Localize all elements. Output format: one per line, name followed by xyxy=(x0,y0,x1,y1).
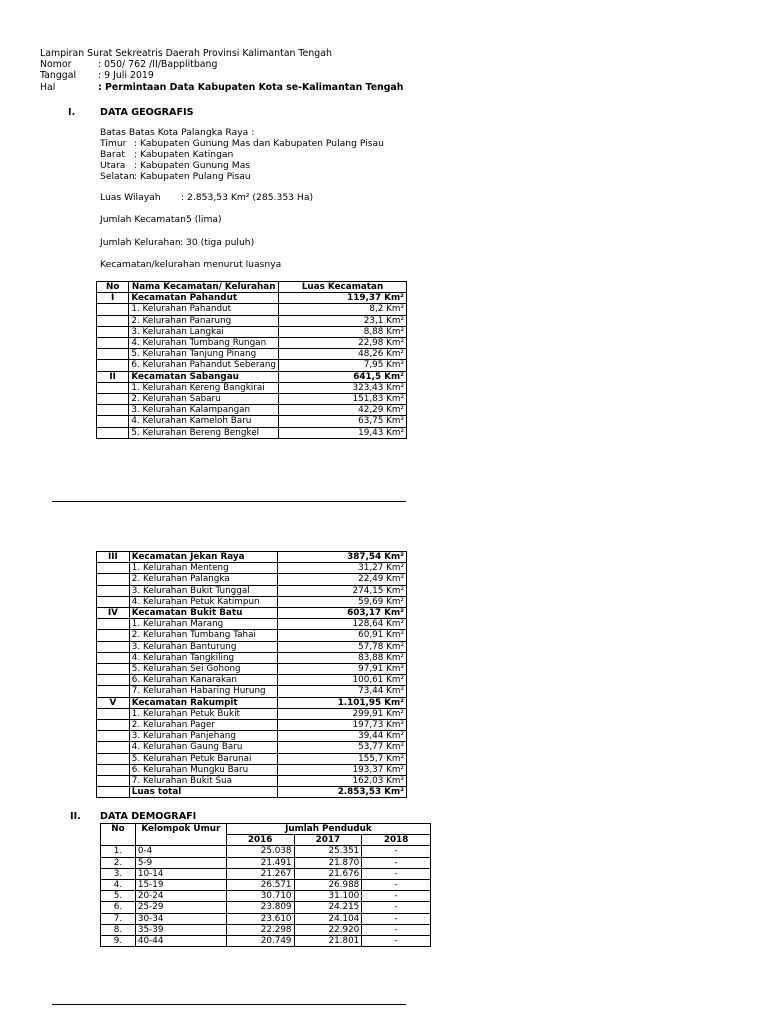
header-label: Tanggal xyxy=(40,70,77,82)
row-number: III xyxy=(97,552,130,563)
area-value: 60,91 Km² xyxy=(277,630,406,641)
header-title: Lampiran Surat Sekreatris Daerah Provinsi Kalimantan Tengah xyxy=(40,48,332,59)
row-number: 7. xyxy=(101,913,136,924)
row-number xyxy=(97,731,130,742)
column-header-year: 2018 xyxy=(362,835,431,846)
age-group: 25-29 xyxy=(135,902,226,913)
population-2016: 22.298 xyxy=(226,924,294,935)
area-name: 6. Kelurahan Pahandut Seberang xyxy=(129,360,279,371)
row-number xyxy=(97,742,130,753)
table-row xyxy=(101,924,431,935)
area-value: 387,54 Km² xyxy=(277,552,406,563)
population-2017: 21.801 xyxy=(294,936,362,947)
area-value: 73,44 Km² xyxy=(277,686,406,697)
section-number: II. xyxy=(70,811,81,822)
row-number xyxy=(97,630,130,641)
area-name: 1. Kelurahan Marang xyxy=(129,619,277,630)
table-header-row xyxy=(101,824,431,835)
population-2017: 22.920 xyxy=(294,924,362,935)
row-number xyxy=(97,720,130,731)
population-2017: 21.870 xyxy=(294,857,362,868)
population-2016: 21.491 xyxy=(226,857,294,868)
area-value: 299,91 Km² xyxy=(277,708,406,719)
population-2017: 25.351 xyxy=(294,846,362,857)
population-2017: 24.104 xyxy=(294,913,362,924)
population-2018: - xyxy=(362,868,431,879)
kelurahan-row xyxy=(97,349,407,360)
header-value: : 050/ 762 /II/Bapplitbang xyxy=(98,59,218,71)
header-row-nomor xyxy=(40,59,403,70)
kelurahan-row xyxy=(97,753,407,764)
header-value: : Permintaan Data Kabupaten Kota se-Kalimantan Tengah xyxy=(98,81,404,93)
area-name: 1. Kelurahan Pahandut xyxy=(129,304,279,315)
area-value: 19,43 Km² xyxy=(279,427,407,438)
population-2018: - xyxy=(362,880,431,891)
row-number xyxy=(97,349,129,360)
area-value: 151,83 Km² xyxy=(279,394,407,405)
row-number: 6. xyxy=(101,902,136,913)
row-number: IV xyxy=(97,608,130,619)
jumlah-kelurahan-value: : 30 (tiga puluh) xyxy=(180,237,255,248)
row-number xyxy=(97,708,130,719)
batas-row xyxy=(100,149,384,160)
row-number xyxy=(97,664,130,675)
area-name: 3. Kelurahan Kalampangan xyxy=(129,405,279,416)
batas-label: Selatan xyxy=(100,171,135,182)
population-2016: 20.749 xyxy=(226,936,294,947)
kelurahan-row xyxy=(97,664,407,675)
area-value: 53,77 Km² xyxy=(277,742,406,753)
letter-header xyxy=(40,48,403,93)
area-name: 2. Kelurahan Sabaru xyxy=(129,394,279,405)
header-row-tanggal xyxy=(40,70,403,81)
kelurahan-row xyxy=(97,338,407,349)
row-number: 1. xyxy=(101,846,136,857)
age-group: 35-39 xyxy=(135,924,226,935)
area-value: 8,2 Km² xyxy=(279,304,407,315)
column-header-population: Jumlah Penduduk xyxy=(226,824,430,835)
population-2016: 21.267 xyxy=(226,868,294,879)
row-number: V xyxy=(97,697,130,708)
kelurahan-row xyxy=(97,708,407,719)
table-row xyxy=(101,936,431,947)
kelurahan-row xyxy=(97,686,407,697)
row-number xyxy=(97,764,130,775)
table-row xyxy=(101,846,431,857)
kelurahan-row xyxy=(97,585,407,596)
batas-label: Utara xyxy=(100,160,126,171)
luas-wilayah-label: Luas Wilayah xyxy=(100,192,161,203)
area-value: 39,44 Km² xyxy=(277,731,406,742)
row-number: 2. xyxy=(101,857,136,868)
area-name: 6. Kelurahan Kanarakan xyxy=(129,675,277,686)
batas-label: Barat xyxy=(100,149,125,160)
kelurahan-row xyxy=(97,675,407,686)
row-number xyxy=(97,338,129,349)
area-value: 197,73 Km² xyxy=(277,720,406,731)
area-name: 1. Kelurahan Petuk Bukit xyxy=(129,708,277,719)
row-number xyxy=(97,382,129,393)
area-name: 3. Kelurahan Langkai xyxy=(129,326,279,337)
area-value: 100,61 Km² xyxy=(277,675,406,686)
area-name: 5. Kelurahan Bereng Bengkel xyxy=(129,427,279,438)
age-group: 0-4 xyxy=(135,846,226,857)
page-divider xyxy=(52,501,406,502)
area-name: 1. Kelurahan Kereng Bangkirai xyxy=(129,382,279,393)
row-number xyxy=(97,394,129,405)
population-2016: 30.710 xyxy=(226,891,294,902)
row-number xyxy=(97,619,130,630)
table-row xyxy=(101,902,431,913)
area-name: Kecamatan Rakumpit xyxy=(129,697,277,708)
batas-title: Batas Batas Kota Palangka Raya : xyxy=(100,127,255,138)
column-header-year: 2016 xyxy=(226,835,294,846)
population-2016: 23.610 xyxy=(226,913,294,924)
section-number: I. xyxy=(68,107,76,118)
column-header-no: No xyxy=(97,282,129,293)
area-name: 7. Kelurahan Bukit Sua xyxy=(129,776,277,787)
kecamatan-area-table-continued xyxy=(96,551,407,798)
age-group: 30-34 xyxy=(135,913,226,924)
table-row xyxy=(101,891,431,902)
area-name: 7. Kelurahan Habaring Hurung xyxy=(129,686,277,697)
area-name: 4. Kelurahan Kameloh Baru xyxy=(129,416,279,427)
batas-block xyxy=(100,127,384,182)
area-value: 162,03 Km² xyxy=(277,776,406,787)
table-row xyxy=(101,880,431,891)
population-table xyxy=(100,823,431,947)
population-2018: - xyxy=(362,913,431,924)
table-caption: Kecamatan/kelurahan menurut luasnya xyxy=(100,259,282,270)
kelurahan-row xyxy=(97,574,407,585)
area-name: 3. Kelurahan Bukit Tunggal xyxy=(129,585,277,596)
kelurahan-row xyxy=(97,731,407,742)
batas-row xyxy=(100,171,384,182)
area-name: 5. Kelurahan Petuk Barunai xyxy=(129,753,277,764)
luas-wilayah-value: : 2.853,53 Km² (285.353 Ha) xyxy=(181,192,314,203)
table-header-row xyxy=(97,282,407,293)
row-number xyxy=(97,652,130,663)
row-number: 5. xyxy=(101,891,136,902)
population-2018: - xyxy=(362,924,431,935)
section-title: DATA DEMOGRAFI xyxy=(100,811,197,822)
row-number: 8. xyxy=(101,924,136,935)
age-group: 40-44 xyxy=(135,936,226,947)
section-title: DATA GEOGRAFIS xyxy=(100,107,194,118)
column-header-name: Nama Kecamatan/ Kelurahan xyxy=(129,282,279,293)
header-value: : 9 Juli 2019 xyxy=(98,70,154,82)
area-name: 2. Kelurahan Tumbang Tahai xyxy=(129,630,277,641)
table-row xyxy=(101,913,431,924)
batas-value: : Kabupaten Pulang Pisau xyxy=(134,171,251,182)
row-number xyxy=(97,776,130,787)
area-value: 323,43 Km² xyxy=(279,382,407,393)
age-group: 10-14 xyxy=(135,868,226,879)
area-value: 119,37 Km² xyxy=(279,293,407,304)
population-2018: - xyxy=(362,936,431,947)
kecamatan-row xyxy=(97,787,407,798)
area-name: 4. Kelurahan Tumbang Rungan xyxy=(129,338,279,349)
row-number xyxy=(97,574,130,585)
kelurahan-row xyxy=(97,326,407,337)
area-name: 4. Kelurahan Tangkiling xyxy=(129,652,277,663)
area-name: Luas total xyxy=(129,787,277,798)
area-value: 128,64 Km² xyxy=(277,619,406,630)
area-value: 57,78 Km² xyxy=(277,641,406,652)
kelurahan-row xyxy=(97,315,407,326)
kelurahan-row xyxy=(97,619,407,630)
kecamatan-row xyxy=(97,552,407,563)
area-name: 2. Kelurahan Pager xyxy=(129,720,277,731)
row-number xyxy=(97,315,129,326)
area-value: 59,69 Km² xyxy=(277,596,406,607)
row-number xyxy=(97,563,130,574)
column-header-no: No xyxy=(101,824,136,846)
kelurahan-row xyxy=(97,427,407,438)
area-name: Kecamatan Jekan Raya xyxy=(129,552,277,563)
row-number xyxy=(97,326,129,337)
kelurahan-row xyxy=(97,405,407,416)
table-row xyxy=(101,868,431,879)
row-number xyxy=(97,753,130,764)
area-value: 22,49 Km² xyxy=(277,574,406,585)
kelurahan-row xyxy=(97,776,407,787)
header-row-hal xyxy=(40,82,403,93)
area-value: 63,75 Km² xyxy=(279,416,407,427)
population-2018: - xyxy=(362,891,431,902)
area-value: 22,98 Km² xyxy=(279,338,407,349)
jumlah-kelurahan-label: Jumlah Kelurahan xyxy=(100,237,181,248)
row-number xyxy=(97,675,130,686)
row-number xyxy=(97,360,129,371)
kelurahan-row xyxy=(97,630,407,641)
area-name: Kecamatan Bukit Batu xyxy=(129,608,277,619)
population-2018: - xyxy=(362,902,431,913)
kecamatan-area-table xyxy=(96,281,407,439)
kecamatan-row xyxy=(97,608,407,619)
area-name: 4. Kelurahan Gaung Baru xyxy=(129,742,277,753)
age-group: 5-9 xyxy=(135,857,226,868)
population-2017: 31.100 xyxy=(294,891,362,902)
row-number xyxy=(97,596,130,607)
area-value: 8,88 Km² xyxy=(279,326,407,337)
jumlah-kecamatan-label: Jumlah Kecamatan xyxy=(100,214,186,225)
kelurahan-row xyxy=(97,382,407,393)
area-value: 1.101,95 Km² xyxy=(277,697,406,708)
area-name: 5. Kelurahan Tanjung Pinang xyxy=(129,349,279,360)
kelurahan-row xyxy=(97,596,407,607)
area-value: 603,17 Km² xyxy=(277,608,406,619)
jumlah-kecamatan-value: : 5 (lima) xyxy=(180,214,222,225)
area-name: 3. Kelurahan Panjehang xyxy=(129,731,277,742)
population-2017: 26.988 xyxy=(294,880,362,891)
kecamatan-row xyxy=(97,293,407,304)
header-label: Nomor xyxy=(40,59,72,71)
area-value: 83,88 Km² xyxy=(277,652,406,663)
area-name: 4. Kelurahan Petuk Katimpun xyxy=(129,596,277,607)
population-2017: 24.215 xyxy=(294,902,362,913)
area-value: 274,15 Km² xyxy=(277,585,406,596)
kelurahan-row xyxy=(97,641,407,652)
area-name: 2. Kelurahan Palangka xyxy=(129,574,277,585)
population-2017: 21.676 xyxy=(294,868,362,879)
population-2016: 25.038 xyxy=(226,846,294,857)
area-name: 5. Kelurahan Sei Gohong xyxy=(129,664,277,675)
kelurahan-row xyxy=(97,764,407,775)
area-value: 641,5 Km² xyxy=(279,371,407,382)
area-value: 31,27 Km² xyxy=(277,563,406,574)
batas-value: : Kabupaten Katingan xyxy=(134,149,234,160)
area-value: 97,91 Km² xyxy=(277,664,406,675)
kelurahan-row xyxy=(97,304,407,315)
batas-label: Timur xyxy=(100,138,127,149)
kecamatan-row xyxy=(97,371,407,382)
batas-row xyxy=(100,160,384,171)
column-header-year: 2017 xyxy=(294,835,362,846)
column-header-area: Luas Kecamatan xyxy=(279,282,407,293)
row-number xyxy=(97,416,129,427)
age-group: 20-24 xyxy=(135,891,226,902)
area-value: 48,26 Km² xyxy=(279,349,407,360)
area-name: Kecamatan Sabangau xyxy=(129,371,279,382)
kelurahan-row xyxy=(97,416,407,427)
row-number xyxy=(97,405,129,416)
batas-value: : Kabupaten Gunung Mas dan Kabupaten Pulang Pisau xyxy=(134,138,384,149)
kelurahan-row xyxy=(97,563,407,574)
area-value: 7,95 Km² xyxy=(279,360,407,371)
page-divider xyxy=(52,1004,406,1005)
age-group: 15-19 xyxy=(135,880,226,891)
row-number: 3. xyxy=(101,868,136,879)
area-name: 2. Kelurahan Panarung xyxy=(129,315,279,326)
population-2016: 26.571 xyxy=(226,880,294,891)
kelurahan-row xyxy=(97,742,407,753)
area-value: 155,7 Km² xyxy=(277,753,406,764)
area-value: 2.853,53 Km² xyxy=(277,787,406,798)
area-value: 23,1 Km² xyxy=(279,315,407,326)
batas-value: : Kabupaten Gunung Mas xyxy=(134,160,251,171)
row-number: II xyxy=(97,371,129,382)
row-number xyxy=(97,585,130,596)
area-value: 193,37 Km² xyxy=(277,764,406,775)
row-number xyxy=(97,641,130,652)
kelurahan-row xyxy=(97,360,407,371)
kelurahan-row xyxy=(97,720,407,731)
population-2016: 23.809 xyxy=(226,902,294,913)
row-number: 4. xyxy=(101,880,136,891)
area-name: 6. Kelurahan Mungku Baru xyxy=(129,764,277,775)
kelurahan-row xyxy=(97,652,407,663)
population-2018: - xyxy=(362,857,431,868)
area-name: 3. Kelurahan Banturung xyxy=(129,641,277,652)
population-2018: - xyxy=(362,846,431,857)
table-row xyxy=(101,857,431,868)
area-value: 42,29 Km² xyxy=(279,405,407,416)
row-number xyxy=(97,427,129,438)
kecamatan-row xyxy=(97,697,407,708)
kelurahan-row xyxy=(97,394,407,405)
header-label: Hal xyxy=(40,81,56,93)
area-name: 1. Kelurahan Menteng xyxy=(129,563,277,574)
row-number: I xyxy=(97,293,129,304)
row-number: 9. xyxy=(101,936,136,947)
area-name: Kecamatan Pahandut xyxy=(129,293,279,304)
row-number xyxy=(97,304,129,315)
row-number xyxy=(97,686,130,697)
batas-row xyxy=(100,138,384,149)
column-header-age-group: Kelompok Umur xyxy=(135,824,226,846)
row-number xyxy=(97,787,130,798)
